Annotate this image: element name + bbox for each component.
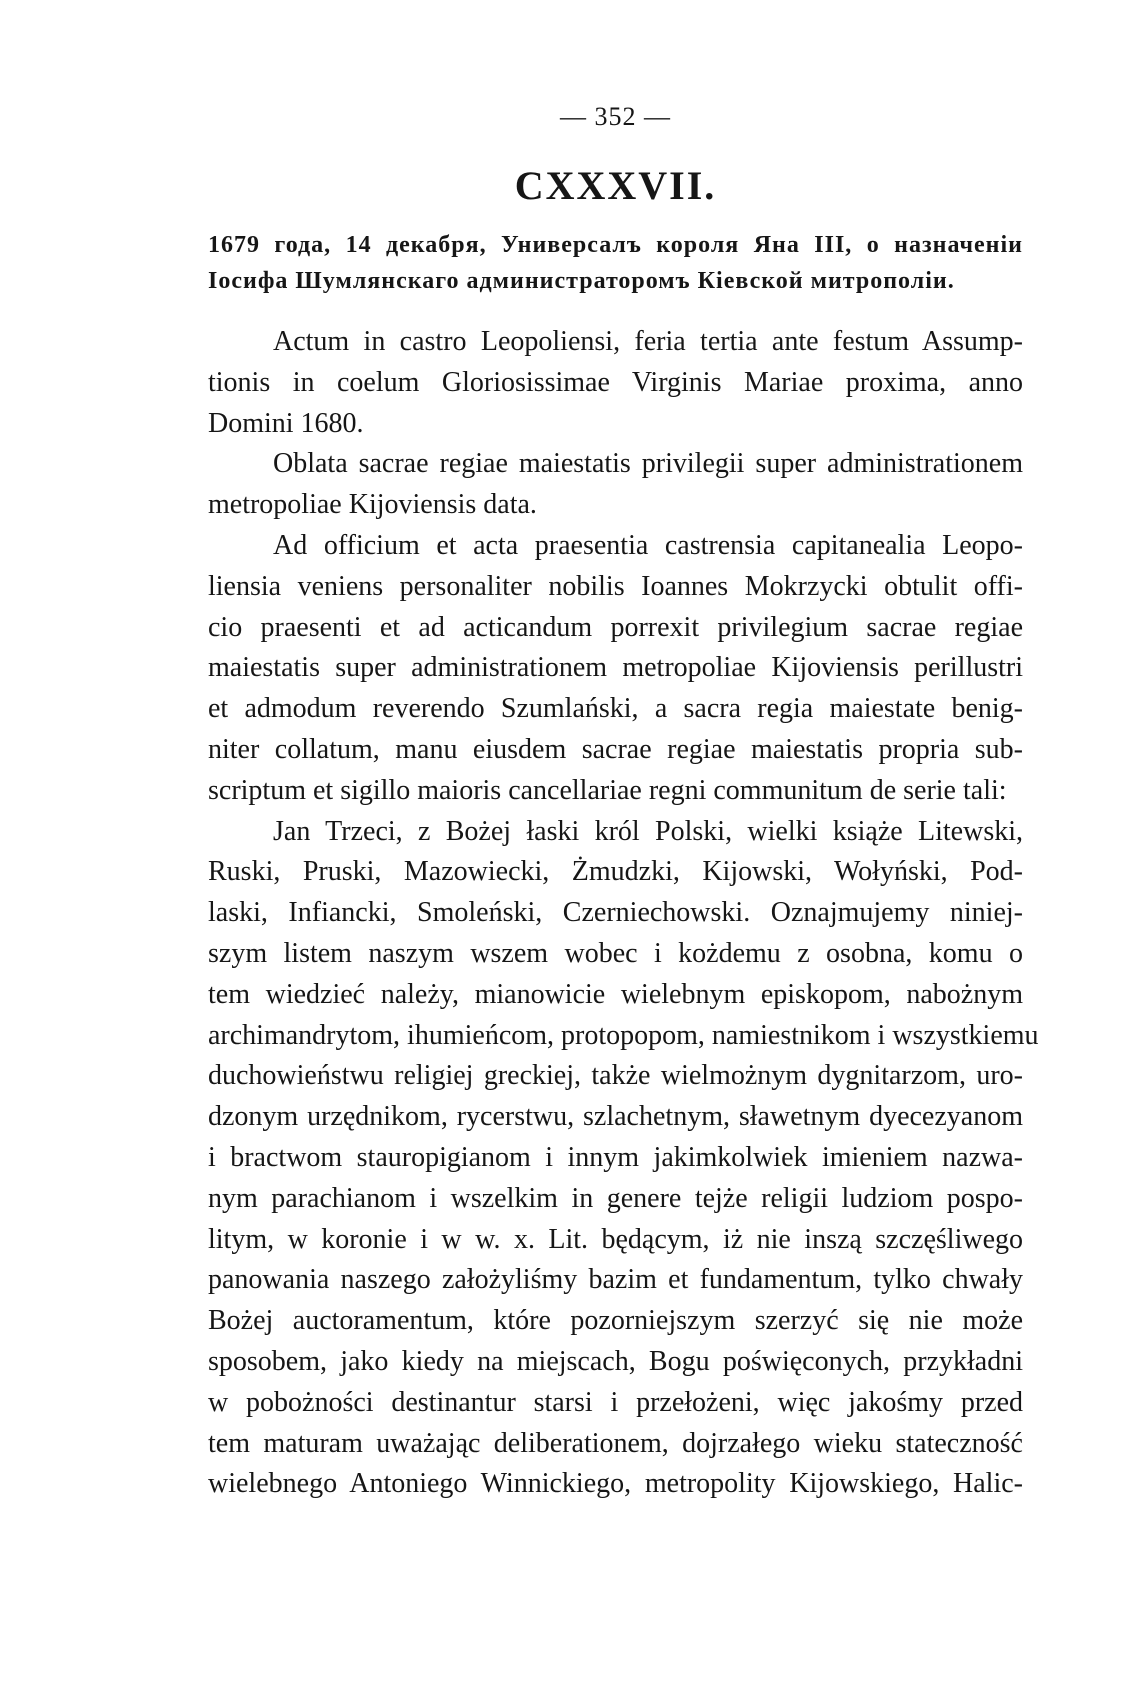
body-line: tem wiedzieć należy, mianowicie wielebnym episkopom, nabożnym bbox=[208, 978, 1023, 1010]
body-line: scriptum et sigillo maioris cancellariae regni communitum de serie tali: bbox=[208, 774, 1007, 806]
body-line: tionis in coelum Gloriosissimae Virginis Mariae proxima, anno bbox=[208, 366, 1023, 398]
document-number: CXXXVII. bbox=[514, 163, 717, 208]
body-line: niter collatum, manu eiusdem sacrae regiae maiestatis propria sub- bbox=[208, 733, 1023, 765]
body-line: Jan Trzeci, z Bożej łaski król Polski, wielki książe Litewski, bbox=[273, 815, 1023, 847]
body-line: wielebnego Antoniego Winnickiego, metropolity Kijowskiego, Halic- bbox=[208, 1468, 1023, 1500]
body-line: panowania naszego założyliśmy bazim et fundamentum, tylko chwały bbox=[208, 1264, 1023, 1296]
body-line: Domini 1680. bbox=[208, 407, 364, 439]
body-line: i bractwom stauropigianom i innym jakimkolwiek imieniem nazwa- bbox=[208, 1141, 1023, 1173]
body-line: metropoliae Kijoviensis data. bbox=[208, 489, 537, 521]
body-line: cio praesenti et ad acticandum porrexit privilegium sacrae regiae bbox=[208, 611, 1023, 643]
body-line: dzonym urzędnikom, rycerstwu, szlachetnym, sławetnym dyecezyanom bbox=[208, 1101, 1023, 1133]
body-line: laski, Infiancki, Smoleński, Czerniechowski. Oznajmujemy niniej- bbox=[208, 897, 1023, 929]
body-line: nym parachianom i wszelkim in genere tejże religii ludziom pospo- bbox=[208, 1182, 1023, 1214]
heading-line: 1679 года, 14 декабря, Универсалъ короля Яна III, о назначеніи bbox=[208, 232, 1023, 258]
body-line: liensia veniens personaliter nobilis Ioannes Mokrzycki obtulit offi- bbox=[208, 570, 1023, 602]
body-line: Bożej auctoramentum, które pozorniejszym szerzyć się nie może bbox=[208, 1305, 1023, 1337]
body-line: litym, w koronie i w w. x. Lit. będącym, iż nie inszą szczęśliwego bbox=[208, 1223, 1023, 1255]
body-line: maiestatis super administrationem metropoliae Kijoviensis perillustri bbox=[208, 652, 1023, 684]
body-line: Oblata sacrae regiae maiestatis privilegii super administrationem bbox=[273, 448, 1023, 480]
body-line: w pobożności destinantur starsi i przełożeni, więc jakośmy przed bbox=[208, 1386, 1023, 1418]
body-line: Ruski, Pruski, Mazowiecki, Żmudzki, Kijowski, Wołyński, Pod- bbox=[208, 856, 1023, 888]
heading-line: Іосифа Шумлянскаго администраторомъ Кіевской митрополіи. bbox=[208, 268, 955, 294]
body-line: Ad officium et acta praesentia castrensia capitanealia Leopo- bbox=[273, 529, 1023, 561]
body-line: et admodum reverendo Szumlański, a sacra regia maiestate benig- bbox=[208, 693, 1023, 725]
page-number: — 352 — bbox=[560, 102, 671, 131]
body-line: tem maturam uważając deliberationem, dojrzałego wieku stateczność bbox=[208, 1427, 1023, 1459]
body-line: duchowieństwu religiej greckiej, także wielmożnym dygnitarzom, uro- bbox=[208, 1060, 1023, 1092]
body-line: sposobem, jako kiedy na miejscach, Bogu poświęconych, przykładni bbox=[208, 1345, 1023, 1377]
body-line: szym listem naszym wszem wobec i kożdemu z osobna, komu o bbox=[208, 937, 1023, 969]
body-line: archimandrytom, ihumieńcom, protopopom, namiestnikom i wszystkiemu bbox=[208, 1019, 1039, 1051]
body-text bbox=[208, 322, 1039, 1505]
body-line: Actum in castro Leopoliensi, feria tertia ante festum Assump- bbox=[273, 326, 1023, 357]
